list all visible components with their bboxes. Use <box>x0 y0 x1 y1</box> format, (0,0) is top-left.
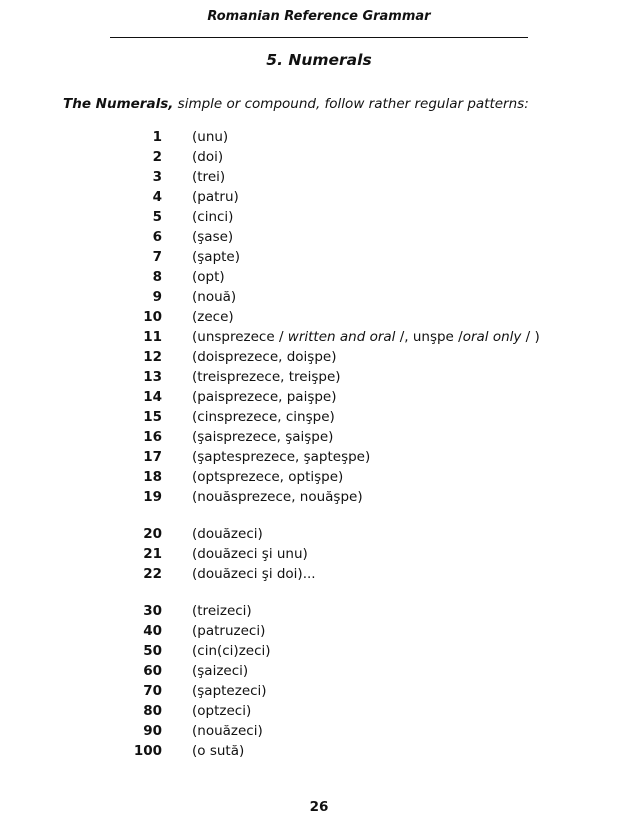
numeral-word <box>192 209 233 225</box>
numeral-word-text: (douăzeci şi unu) <box>192 546 308 562</box>
numeral-word <box>192 229 233 245</box>
numeral-row <box>0 269 638 289</box>
numeral-row <box>0 129 638 149</box>
numeral-word-text: (cinsprezece, cinşpe) <box>192 409 335 425</box>
numeral-row <box>0 429 638 449</box>
numeral-row <box>0 603 638 623</box>
numeral-row <box>0 369 638 389</box>
numeral-row <box>0 169 638 189</box>
numeral-digit: 15 <box>143 409 162 425</box>
numeral-word <box>192 149 223 165</box>
numeral-word-text: (şaisprezece, şaişpe) <box>192 429 334 445</box>
numeral-word-text: (o sută) <box>192 743 245 759</box>
numeral-digit: 14 <box>143 389 162 405</box>
numeral-digit: 80 <box>143 703 162 719</box>
numeral-word-text: (optzeci) <box>192 703 252 719</box>
numeral-word-text: (zece) <box>192 309 234 325</box>
numeral-word-text: (douăzeci şi doi)... <box>192 566 316 582</box>
numeral-digit: 22 <box>143 566 162 582</box>
numeral-word-text: (şapte) <box>192 249 241 265</box>
numeral-row <box>0 743 638 763</box>
numeral-word <box>192 643 271 659</box>
numeral-word <box>192 309 234 325</box>
numeral-word <box>192 623 265 639</box>
numeral-digit: 100 <box>133 743 162 759</box>
numeral-word <box>192 269 225 285</box>
numeral-row <box>0 229 638 249</box>
numeral-word-text: / ) <box>521 329 540 345</box>
numeral-word <box>192 469 343 485</box>
numeral-word-text: (patru) <box>192 189 239 205</box>
numeral-digit: 2 <box>152 149 162 165</box>
numeral-digit: 50 <box>143 643 162 659</box>
numeral-digit: 70 <box>143 683 162 699</box>
numeral-word <box>192 389 337 405</box>
intro-sentence <box>63 96 529 112</box>
numeral-row <box>0 546 638 566</box>
numeral-row <box>0 643 638 663</box>
numeral-row <box>0 449 638 469</box>
section-title: 5. Numerals <box>266 51 372 69</box>
numeral-row <box>0 389 638 409</box>
numeral-word-text: (douăzeci) <box>192 526 263 542</box>
numeral-row <box>0 349 638 369</box>
numeral-word <box>192 429 333 445</box>
numeral-word-text: /, unşpe / <box>395 329 463 345</box>
numeral-word <box>192 683 267 699</box>
numeral-row <box>0 489 638 509</box>
numeral-digit: 4 <box>152 189 162 205</box>
numeral-word <box>192 743 244 759</box>
numeral-word-text: (optsprezece, optişpe) <box>192 469 344 485</box>
numeral-word-text: (unsprezece / <box>192 329 288 345</box>
numeral-word-text: (cin(ci)zeci) <box>192 643 271 659</box>
numeral-digit: 30 <box>143 603 162 619</box>
header-rule <box>110 37 528 38</box>
numeral-digit: 12 <box>143 349 162 365</box>
numeral-word <box>192 546 308 562</box>
numeral-digit: 60 <box>143 663 162 679</box>
numeral-word <box>192 603 252 619</box>
usage-note: written and oral <box>287 329 396 345</box>
numeral-digit: 1 <box>152 129 162 145</box>
numeral-row <box>0 469 638 489</box>
numeral-digit: 17 <box>143 449 162 465</box>
numeral-row <box>0 189 638 209</box>
numeral-list <box>0 129 638 763</box>
numeral-word-text: (treizeci) <box>192 603 252 619</box>
numeral-row <box>0 329 638 349</box>
numeral-word-text: (nouă) <box>192 289 237 305</box>
page-number: 26 <box>309 799 329 815</box>
numeral-word-text: (unu) <box>192 129 229 145</box>
numeral-word-text: (paisprezece, paişpe) <box>192 389 337 405</box>
numeral-digit: 13 <box>143 369 162 385</box>
numeral-word-text: (treisprezece, treişpe) <box>192 369 341 385</box>
numeral-word-text: (şase) <box>192 229 234 245</box>
numeral-digit: 21 <box>143 546 162 562</box>
numeral-row <box>0 663 638 683</box>
numeral-digit: 3 <box>152 169 162 185</box>
numeral-row <box>0 623 638 643</box>
usage-note: oral only <box>462 329 522 345</box>
numeral-word-text: (doisprezece, doişpe) <box>192 349 337 365</box>
numeral-row <box>0 249 638 269</box>
numeral-row <box>0 683 638 703</box>
numeral-digit: 11 <box>143 329 162 345</box>
numeral-word <box>192 369 341 385</box>
numeral-word-text: (şaptesprezece, şapteşpe) <box>192 449 371 465</box>
numeral-row <box>0 566 638 586</box>
numeral-word <box>192 703 251 719</box>
numeral-word-text: (nouăsprezece, nouăşpe) <box>192 489 363 505</box>
numeral-word <box>192 526 263 542</box>
numeral-digit: 5 <box>152 209 162 225</box>
numeral-word <box>192 349 336 365</box>
numeral-word <box>192 663 248 679</box>
numeral-digit: 19 <box>143 489 162 505</box>
numeral-word-text: (opt) <box>192 269 225 285</box>
numeral-word <box>192 129 228 145</box>
numeral-word-text: (patruzeci) <box>192 623 266 639</box>
numeral-digit: 9 <box>152 289 162 305</box>
numeral-row <box>0 703 638 723</box>
numeral-word-text: (şaizeci) <box>192 663 249 679</box>
numeral-word <box>192 249 240 265</box>
intro-text: simple or compound, follow rather regular patterns: <box>173 96 529 112</box>
numeral-digit: 90 <box>143 723 162 739</box>
numeral-word <box>192 449 370 465</box>
numeral-word <box>192 329 540 345</box>
running-head: Romanian Reference Grammar <box>207 9 431 24</box>
numeral-word-text: (şaptezeci) <box>192 683 267 699</box>
numeral-row <box>0 149 638 169</box>
intro-bold-lead: The Numerals, <box>63 96 174 112</box>
numeral-word-text: (doi) <box>192 149 224 165</box>
numeral-digit: 18 <box>143 469 162 485</box>
numeral-digit: 20 <box>143 526 162 542</box>
numeral-row <box>0 209 638 229</box>
numeral-word <box>192 169 225 185</box>
numeral-word <box>192 566 316 582</box>
numeral-digit: 6 <box>152 229 162 245</box>
numeral-word <box>192 289 236 305</box>
numeral-row <box>0 309 638 329</box>
numeral-digit: 40 <box>143 623 162 639</box>
numeral-word-text: (cinci) <box>192 209 234 225</box>
numeral-digit: 8 <box>152 269 162 285</box>
numeral-word <box>192 409 335 425</box>
numeral-word <box>192 723 263 739</box>
numeral-word <box>192 489 363 505</box>
numeral-word-text: (nouăzeci) <box>192 723 263 739</box>
numeral-digit: 16 <box>143 429 162 445</box>
numeral-row <box>0 409 638 429</box>
numeral-digit: 10 <box>143 309 162 325</box>
numeral-digit: 7 <box>152 249 162 265</box>
numeral-word-text: (trei) <box>192 169 226 185</box>
numeral-word <box>192 189 239 205</box>
numeral-row <box>0 526 638 546</box>
numeral-row <box>0 289 638 309</box>
numeral-row <box>0 723 638 743</box>
